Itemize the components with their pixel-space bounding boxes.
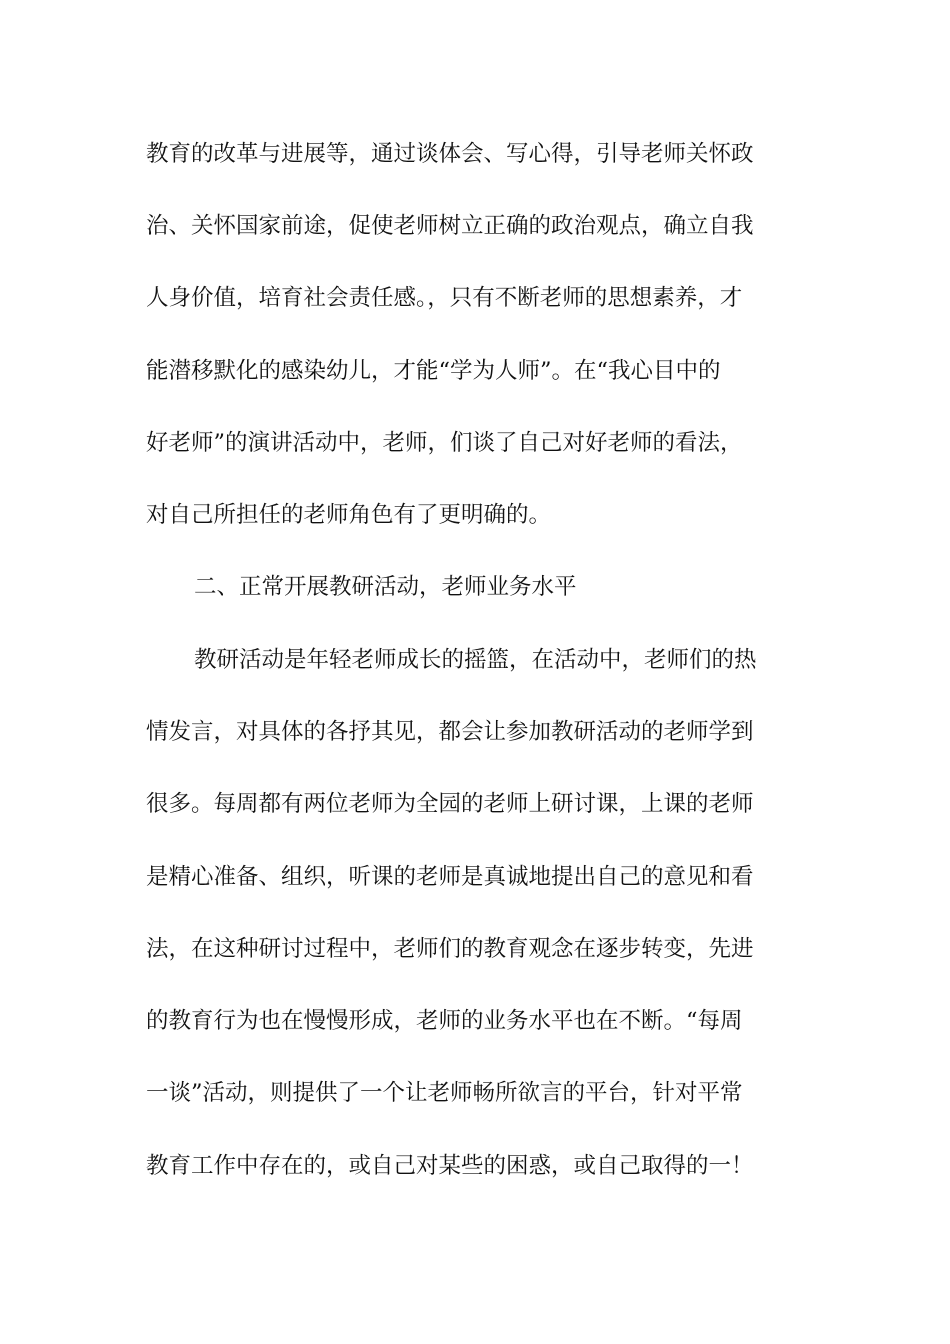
paragraph-line: 对自己所担任的老师角色有了更明确的。 (146, 502, 552, 528)
paragraph-line: 情发言，对具体的各抒其见，都会让参加教研活动的老师学到 (146, 719, 754, 745)
paragraph-line: 治、关怀国家前途，促使老师树立正确的政治观点，确立自我 (146, 213, 754, 239)
paragraph-line: 好老师”的演讲活动中，老师，们谈了自己对好老师的看法， (146, 430, 743, 456)
paragraph-line: 教育的改革与进展等，通过谈体会、写心得，引导老师关怀政 (146, 141, 754, 167)
paragraph-line: 是精心准备、组织，听课的老师是真诚地提出自己的意见和看 (146, 864, 754, 890)
section-heading: 二、正常开展教研活动，老师业务水平 (194, 574, 577, 600)
paragraph-line: 的教育行为也在慢慢形成，老师的业务水平也在不断。“每周 (146, 1008, 743, 1034)
paragraph-line: 人身价值，培育社会责任感。，只有不断老师的思想素养，才 (146, 285, 743, 311)
paragraph-line: 教育工作中存在的，或自己对某些的困惑，或自己取得的一！ (146, 1153, 754, 1179)
paragraph-line: 一谈”活动，则提供了一个让老师畅所欲言的平台，针对平常 (146, 1080, 743, 1106)
paragraph-line: 很多。每周都有两位老师为全园的老师上研讨课，上课的老师 (146, 791, 754, 817)
paragraph-line: 能潜移默化的感染幼儿，才能“学为人师”。在“我心目中的 (146, 358, 721, 384)
paragraph-line: 教研活动是年轻老师成长的摇篮，在活动中，老师们的热 (194, 647, 757, 673)
paragraph-line: 法，在这种研讨过程中，老师们的教育观念在逐步转变，先进 (146, 936, 754, 962)
